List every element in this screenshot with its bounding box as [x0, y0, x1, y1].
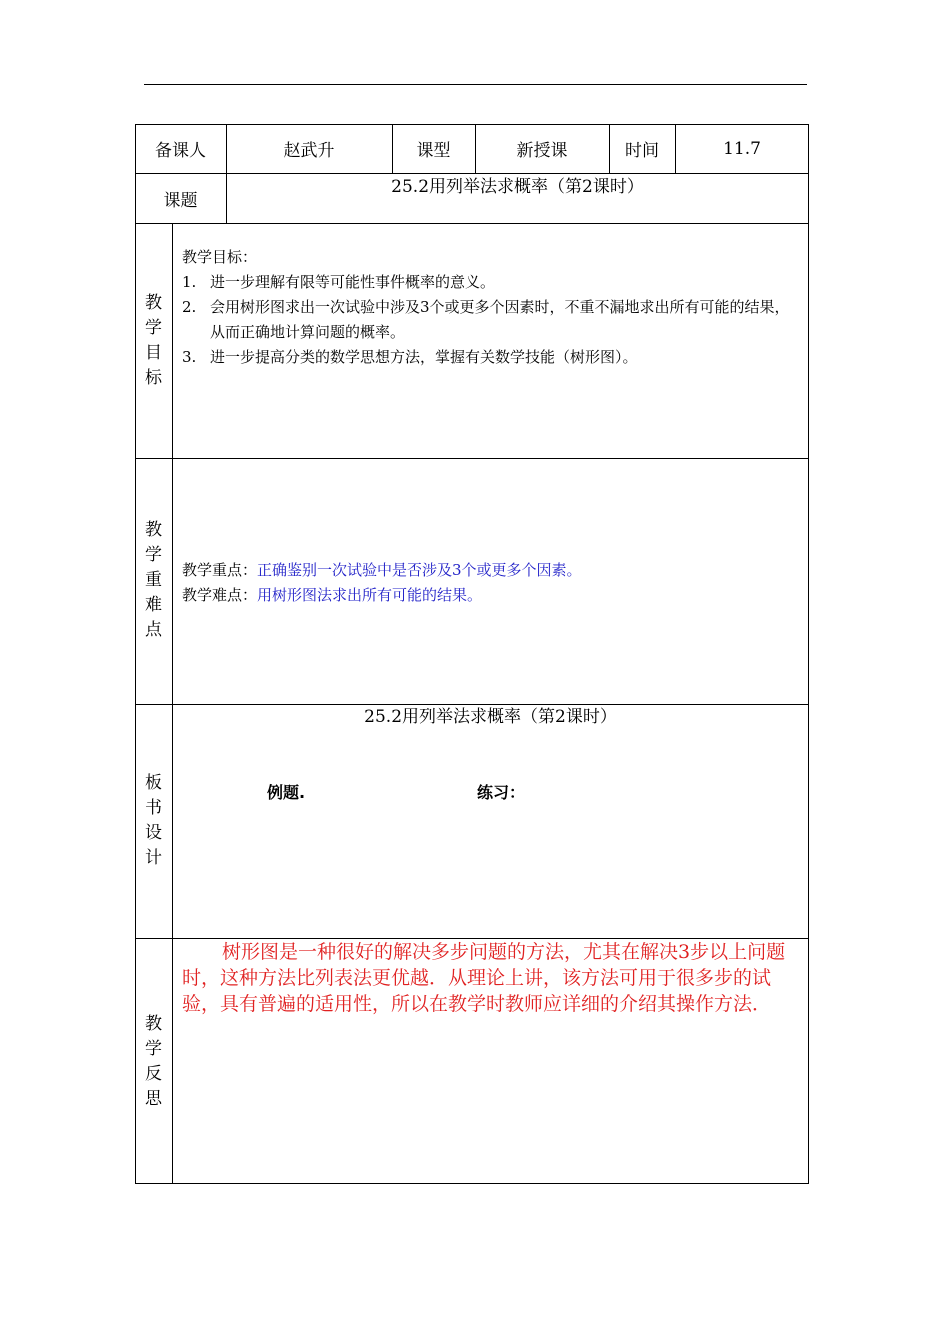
topic-title: 25.2用列举法求概率（第2课时） — [391, 177, 644, 197]
time-label: 时间 — [625, 141, 659, 161]
objective-item: 2. 会用树形图求出一次试验中涉及3个或更多个因素时，不重不漏地求出所有可能的结果，从而正确地计算问题的概率。 — [182, 298, 790, 341]
preparer-name: 赵武升 — [283, 141, 335, 161]
objective-item: 1. 进一步理解有限等可能性事件概率的意义。 — [182, 273, 496, 291]
lesson-type: 新授课 — [516, 141, 568, 161]
time-value: 11.7 — [723, 138, 761, 159]
board-practice: 练习： — [477, 783, 526, 802]
board-title: 25.2用列举法求概率（第2课时） — [364, 707, 617, 727]
objectives-label: 教 学 目 标 — [145, 293, 162, 388]
objectives-content — [182, 245, 804, 370]
objective-item: 3. 进一步提高分类的数学思想方法，掌握有关数学技能（树形图）。 — [182, 348, 638, 366]
topic-label: 课题 — [163, 190, 198, 211]
teaching-focus: 教学重点：正确鉴别一次试验中是否涉及3个或更多个因素。 — [182, 561, 582, 579]
teaching-difficulty: 教学难点：用树形图法求出所有可能的结果。 — [182, 586, 483, 604]
reflection-text: 树形图是一种很好的解决多步问题的方法，尤其在解决3步以上问题时，这种方法比列表法更优越．从理论上讲，该方法可用于很多步的试验，具有普遍的适用性，所以在教学时教师应详细的介绍其操作方法． — [182, 941, 786, 1015]
preparer-label: 备课人 — [155, 141, 206, 161]
objectives-heading: 教学目标： — [182, 248, 258, 266]
board-example: 例题. — [267, 783, 306, 802]
lesson-type-label: 课型 — [416, 141, 451, 161]
key-points-label: 教 学 重 难 点 — [145, 520, 162, 640]
header-rule — [144, 84, 807, 85]
reflection-label: 教 学 反 思 — [145, 1014, 162, 1109]
board-design-label: 板 书 设 计 — [145, 773, 162, 868]
key-points-content — [182, 558, 804, 608]
